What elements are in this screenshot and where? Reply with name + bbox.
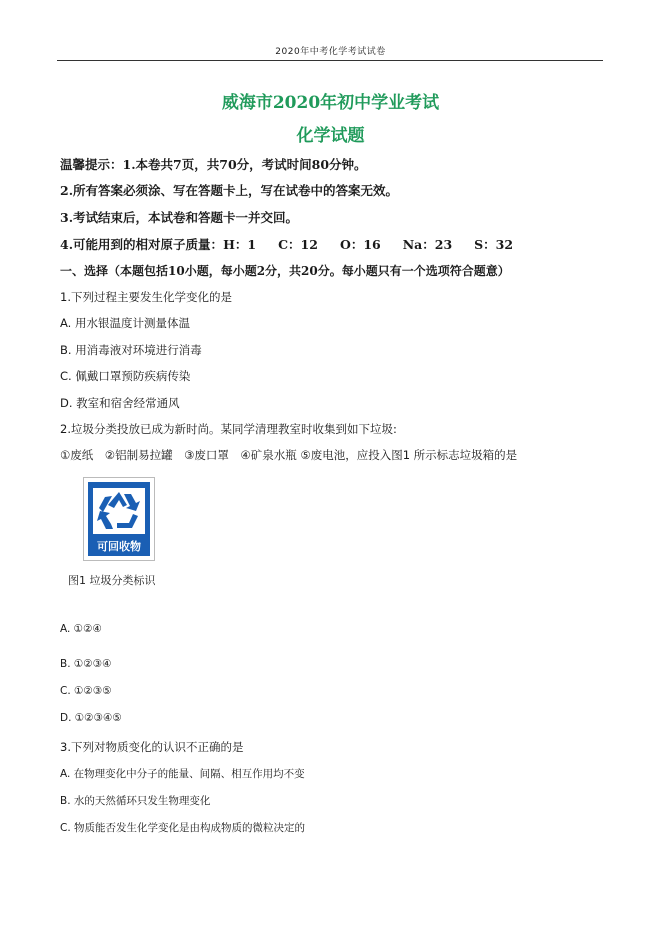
atomic-mass-na: Na：23 xyxy=(402,237,453,252)
atomic-mass-c: C：12 xyxy=(278,237,318,252)
exam-subtitle: 化学试题 xyxy=(296,126,365,146)
header-divider xyxy=(57,60,603,61)
recycle-logo-label: 可回收物 xyxy=(97,540,141,553)
recycle-icon xyxy=(93,488,145,534)
q3-option-c: C. 物质能否发生化学变化是由构成物质的微粒决定的 xyxy=(60,822,306,834)
atomic-mass-line xyxy=(60,235,513,253)
recycle-logo-panel xyxy=(88,482,150,556)
q1-option-c: C. 佩戴口罩预防疾病传染 xyxy=(60,369,191,383)
recycle-logo-field xyxy=(93,488,145,534)
page-header: 2020年中考化学考试试卷 xyxy=(275,47,386,57)
exam-title: 威海市2020年初中学业考试 xyxy=(221,93,440,113)
q2-option-c: C. ①②③⑤ xyxy=(60,685,112,697)
q2-option-b: B. ①②③④ xyxy=(60,658,112,670)
q3-option-b: B. 水的天然循环只发生物理变化 xyxy=(60,795,211,807)
q1-stem: 1.下列过程主要发生化学变化的是 xyxy=(60,290,232,304)
q1-option-b: B. 用消毒液对环境进行消毒 xyxy=(60,343,202,357)
q3-stem: 3.下列对物质变化的认识不正确的是 xyxy=(60,740,244,754)
section-heading: 一、选择（本题包括10小题，每小题2分，共20分。每小题只有一个选项符合题意） xyxy=(60,264,510,278)
atomic-mass-label: 4.可能用到的相对原子质量： xyxy=(60,237,224,252)
q2-items: ①废纸 ②铝制易拉罐 ③废口罩 ④矿泉水瓶 ⑤废电池，应投入图1 所示标志垃圾箱的是 xyxy=(60,448,518,462)
figure-caption: 图1 垃圾分类标识 xyxy=(68,574,156,587)
note-2: 2.所有答案必须涂、写在答题卡上，写在试卷中的答案无效。 xyxy=(60,183,399,198)
q2-option-a: A. ①②④ xyxy=(60,623,102,635)
atomic-mass-o: O：16 xyxy=(339,237,381,252)
atomic-mass-h: H：1 xyxy=(223,237,257,252)
q2-stem: 2.垃圾分类投放已成为新时尚。某同学清理教室时收集到如下垃圾: xyxy=(60,422,397,436)
recycle-logo xyxy=(83,477,155,561)
note-1: 温馨提示：1.本卷共7页，共70分，考试时间80分钟。 xyxy=(60,157,367,172)
q3-option-a: A. 在物理变化中分子的能量、间隔、相互作用均不变 xyxy=(60,768,305,780)
q1-option-d: D. 教室和宿舍经常通风 xyxy=(60,396,180,410)
atomic-mass-s: S：32 xyxy=(474,237,514,252)
q2-option-d: D. ①②③④⑤ xyxy=(60,712,122,724)
note-3: 3.考试结束后，本试卷和答题卡一并交回。 xyxy=(60,210,299,225)
q1-option-a: A. 用水银温度计测量体温 xyxy=(60,316,190,330)
